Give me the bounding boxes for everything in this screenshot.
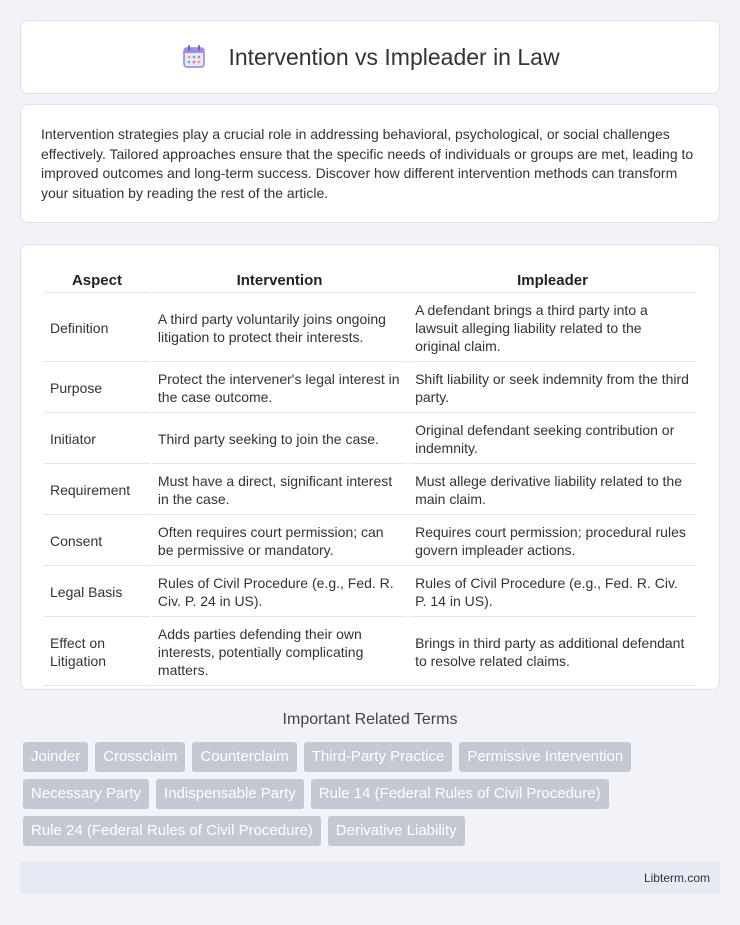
tag-third-party-practice[interactable]: Third-Party Practice (304, 742, 453, 772)
row-aspect: Definition (44, 295, 150, 362)
table-row (44, 364, 696, 413)
row-aspect: Requirement (44, 466, 150, 515)
title-wrap (180, 43, 559, 71)
row-intervention: Protect the intervener's legal interest in the case outcome. (152, 364, 407, 413)
tag-joinder[interactable]: Joinder (23, 742, 88, 772)
tag-counterclaim[interactable]: Counterclaim (192, 742, 296, 772)
intro-paragraph: Intervention strategies play a crucial role in addressing behavioral, psychological, or social challenges effectively. Tailored approaches ensure that the specific needs of individuals or groups are met, leading to improved outcomes and long-term success. Discover how different intervention methods can transform your situation by reading the rest of the article. (41, 126, 694, 201)
header-impleader: Impleader (409, 267, 696, 293)
tag-rule-14[interactable]: Rule 14 (Federal Rules of Civil Procedure) (311, 779, 609, 809)
tag-permissive-intervention[interactable]: Permissive Intervention (459, 742, 631, 772)
row-intervention: A third party voluntarily joins ongoing litigation to protect their interests. (152, 295, 407, 362)
row-impleader: Must allege derivative liability related to the main claim. (409, 466, 696, 515)
tag-rule-24[interactable]: Rule 24 (Federal Rules of Civil Procedure) (23, 816, 321, 846)
row-impleader: Shift liability or seek indemnity from the third party. (409, 364, 696, 413)
row-aspect: Consent (44, 517, 150, 566)
page-title: Intervention vs Impleader in Law (228, 43, 560, 70)
header-aspect: Aspect (44, 267, 150, 293)
header-intervention: Intervention (152, 267, 407, 293)
intro-card (20, 104, 720, 223)
row-impleader: A defendant brings a third party into a lawsuit alleging liability related to the original claim. (409, 295, 696, 362)
comparison-table-card (20, 244, 720, 690)
table-row (44, 619, 696, 686)
row-impleader: Brings in third party as additional defendant to resolve related claims. (409, 619, 696, 686)
related-terms-tags (23, 742, 723, 846)
row-impleader: Requires court permission; procedural rules govern impleader actions. (409, 517, 696, 566)
table-row (44, 295, 696, 362)
row-intervention: Adds parties defending their own interests, potentially complicating matters. (152, 619, 407, 686)
table-row (44, 415, 696, 464)
table-row (44, 517, 696, 566)
tag-indispensable-party[interactable]: Indispensable Party (156, 779, 304, 809)
row-aspect: Purpose (44, 364, 150, 413)
row-intervention: Rules of Civil Procedure (e.g., Fed. R. Civ. P. 24 in US). (152, 568, 407, 617)
comparison-table (42, 265, 698, 688)
row-intervention: Third party seeking to join the case. (152, 415, 407, 464)
row-impleader: Original defendant seeking contribution or indemnity. (409, 415, 696, 464)
tag-derivative-liability[interactable]: Derivative Liability (328, 816, 465, 846)
footer (20, 862, 720, 894)
row-intervention: Must have a direct, significant interest in the case. (152, 466, 407, 515)
row-impleader: Rules of Civil Procedure (e.g., Fed. R. Civ. P. 14 in US). (409, 568, 696, 617)
table-header-row (44, 267, 696, 293)
table-row (44, 466, 696, 515)
table-row (44, 568, 696, 617)
tag-crossclaim[interactable]: Crossclaim (95, 742, 185, 772)
related-terms-title: Important Related Terms (282, 711, 458, 728)
row-aspect: Legal Basis (44, 568, 150, 617)
calendar-icon (180, 43, 208, 71)
row-aspect: Effect on Litigation (44, 619, 150, 686)
row-intervention: Often requires court permission; can be permissive or mandatory. (152, 517, 407, 566)
footer-site-link[interactable]: Libterm.com (643, 871, 710, 885)
tag-necessary-party[interactable]: Necessary Party (23, 779, 149, 809)
row-aspect: Initiator (44, 415, 150, 464)
header-card (20, 20, 720, 94)
